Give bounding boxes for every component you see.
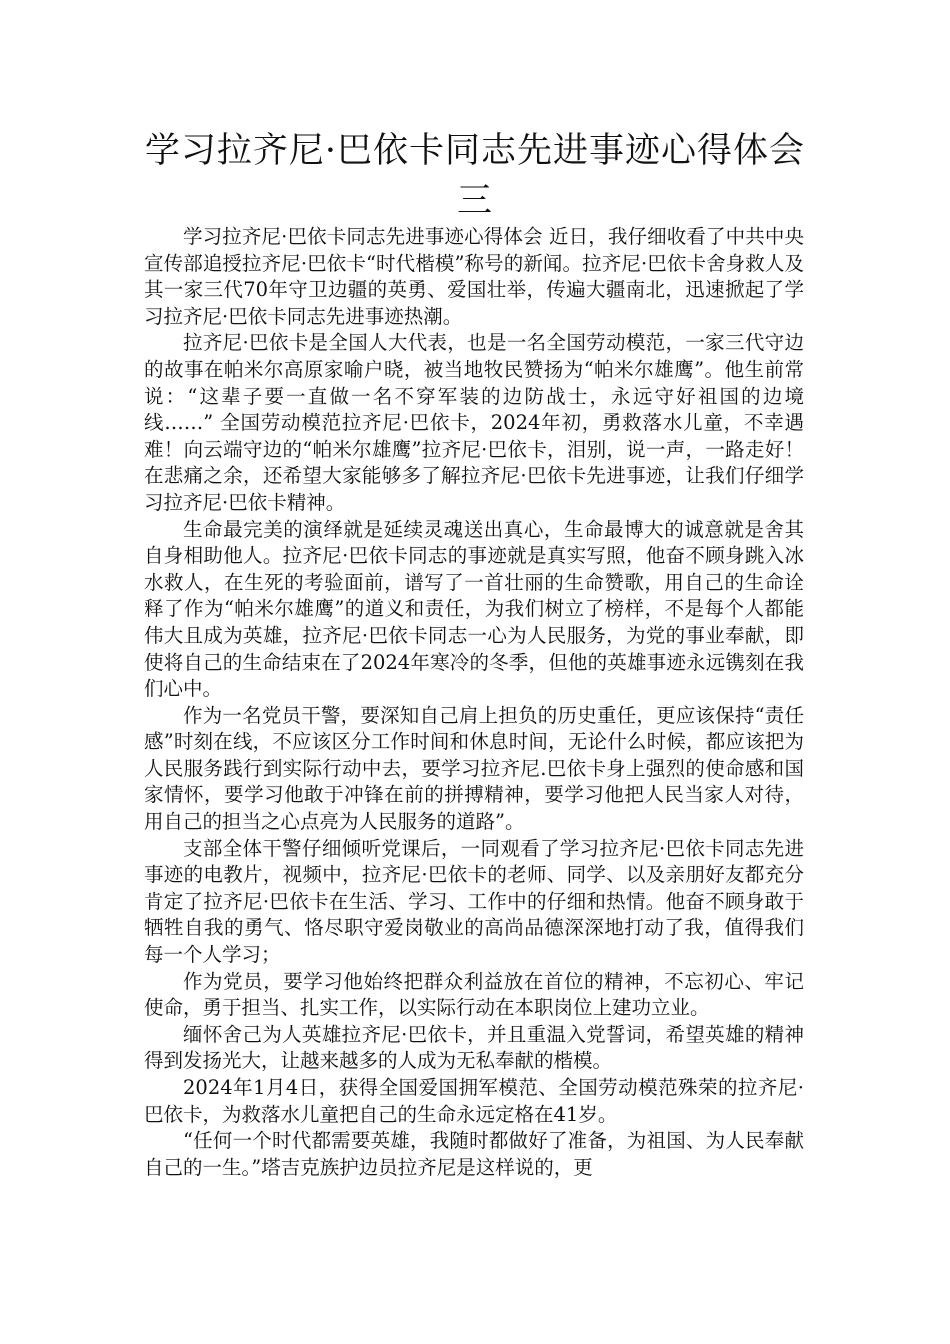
paragraph-5: 支部全体干警仔细倾听党课后，一同观看了学习拉齐尼·巴依卡同志先进事迹的电教片，视频中，拉齐尼·巴依卡的老师、同学、以及亲朋好友都充分肯定了拉齐尼·巴依卡在生活、学习、工作中的仔细和热情。他奋不顾身敢于牺牲自我的勇气、恪尽职守爱岗敬业的高尚品德深深地打动了我，值得我们每一个人学习； bbox=[144, 836, 804, 967]
paragraph-3: 生命最完美的演绎就是延续灵魂送出真心，生命最博大的诚意就是舍其自身相助他人。拉齐尼·巴依卡同志的事迹就是真实写照，他奋不顾身跳入冰水救人，在生死的考验面前，谱写了一首壮丽的生命赞歌，用自己的生命诠释了作为“帕米尔雄鹰”的道义和责任，为我们树立了榜样，不是每个人都能伟大且成为英雄，拉齐尼·巴依卡同志一心为人民服务，为党的事业奉献，即使将自己的生命结束在了2024年寒冷的冬季，但他的英雄事迹永远镌刻在我们心中。 bbox=[144, 517, 804, 701]
paragraph-4: 作为一名党员干警，要深知自己肩上担负的历史重任，更应该保持“责任感”时刻在线，不应该区分工作时间和休息时间，无论什么时候，都应该把为人民服务践行到实际行动中去，要学习拉齐尼.巴依卡身上强烈的使命感和国家情怀，要学习他敢于冲锋在前的拼搏精神，要学习他把人民当家人对待，用自己的担当之心点亮为人民服务的道路”。 bbox=[144, 703, 804, 834]
paragraph-7: 缅怀舍己为人英雄拉齐尼·巴依卡，并且重温入党誓词，希望英雄的精神得到发扬光大，让越来越多的人成为无私奉献的楷模。 bbox=[144, 1022, 804, 1073]
paragraph-1: 学习拉齐尼·巴依卡同志先进事迹心得体会 近日，我仔细收看了中共中央宣传部追授拉齐尼·巴依卡“时代楷模”称号的新闻。拉齐尼·巴依卡舍身救人及其一家三代70年守卫边疆的英勇、爱国壮举，传遍大疆南北，迅速掀起了学习拉齐尼·巴依卡同志先进事迹热潮。 bbox=[144, 225, 804, 328]
paragraph-2: 拉齐尼·巴依卡是全国人大代表，也是一名全国劳动模范，一家三代守边的故事在帕米尔高原家喻户晓，被当地牧民赞扬为“帕米尔雄鹰”。他生前常说：“这辈子要一直做一名不穿军装的边防战士，永远守好祖国的边境线……” 全国劳动模范拉齐尼·巴依卡，2024年初，勇救落水儿童，不幸遇难！向云端守边的“帕米尔雄鹰”拉齐尼·巴依卡，泪别，说一声，一路走好！在悲痛之余，还希望大家能够多了解拉齐尼·巴依卡先进事迹，让我们仔细学习拉齐尼·巴依卡精神。 bbox=[144, 331, 804, 514]
document-body bbox=[144, 224, 804, 1181]
paragraph-8: 2024年1月4日，获得全国爱国拥军模范、全国劳动模范殊荣的拉齐尼·巴依卡，为救落水儿童把自己的生命永远定格在41岁。 bbox=[144, 1076, 804, 1126]
paragraph-6: 作为党员，要学习他始终把群众利益放在首位的精神，不忘初心、牢记使命，勇于担当、扎实工作，以实际行动在本职岗位上建功立业。 bbox=[144, 969, 804, 1020]
document-title: 学习拉齐尼·巴依卡同志先进事迹心得体会三 bbox=[144, 131, 806, 221]
paragraph-9: “任何一个时代都需要英雄，我随时都做好了准备，为祖国、为人民奉献自己的一生。”塔吉克族护边员拉齐尼是这样说的，更 bbox=[144, 1129, 804, 1179]
